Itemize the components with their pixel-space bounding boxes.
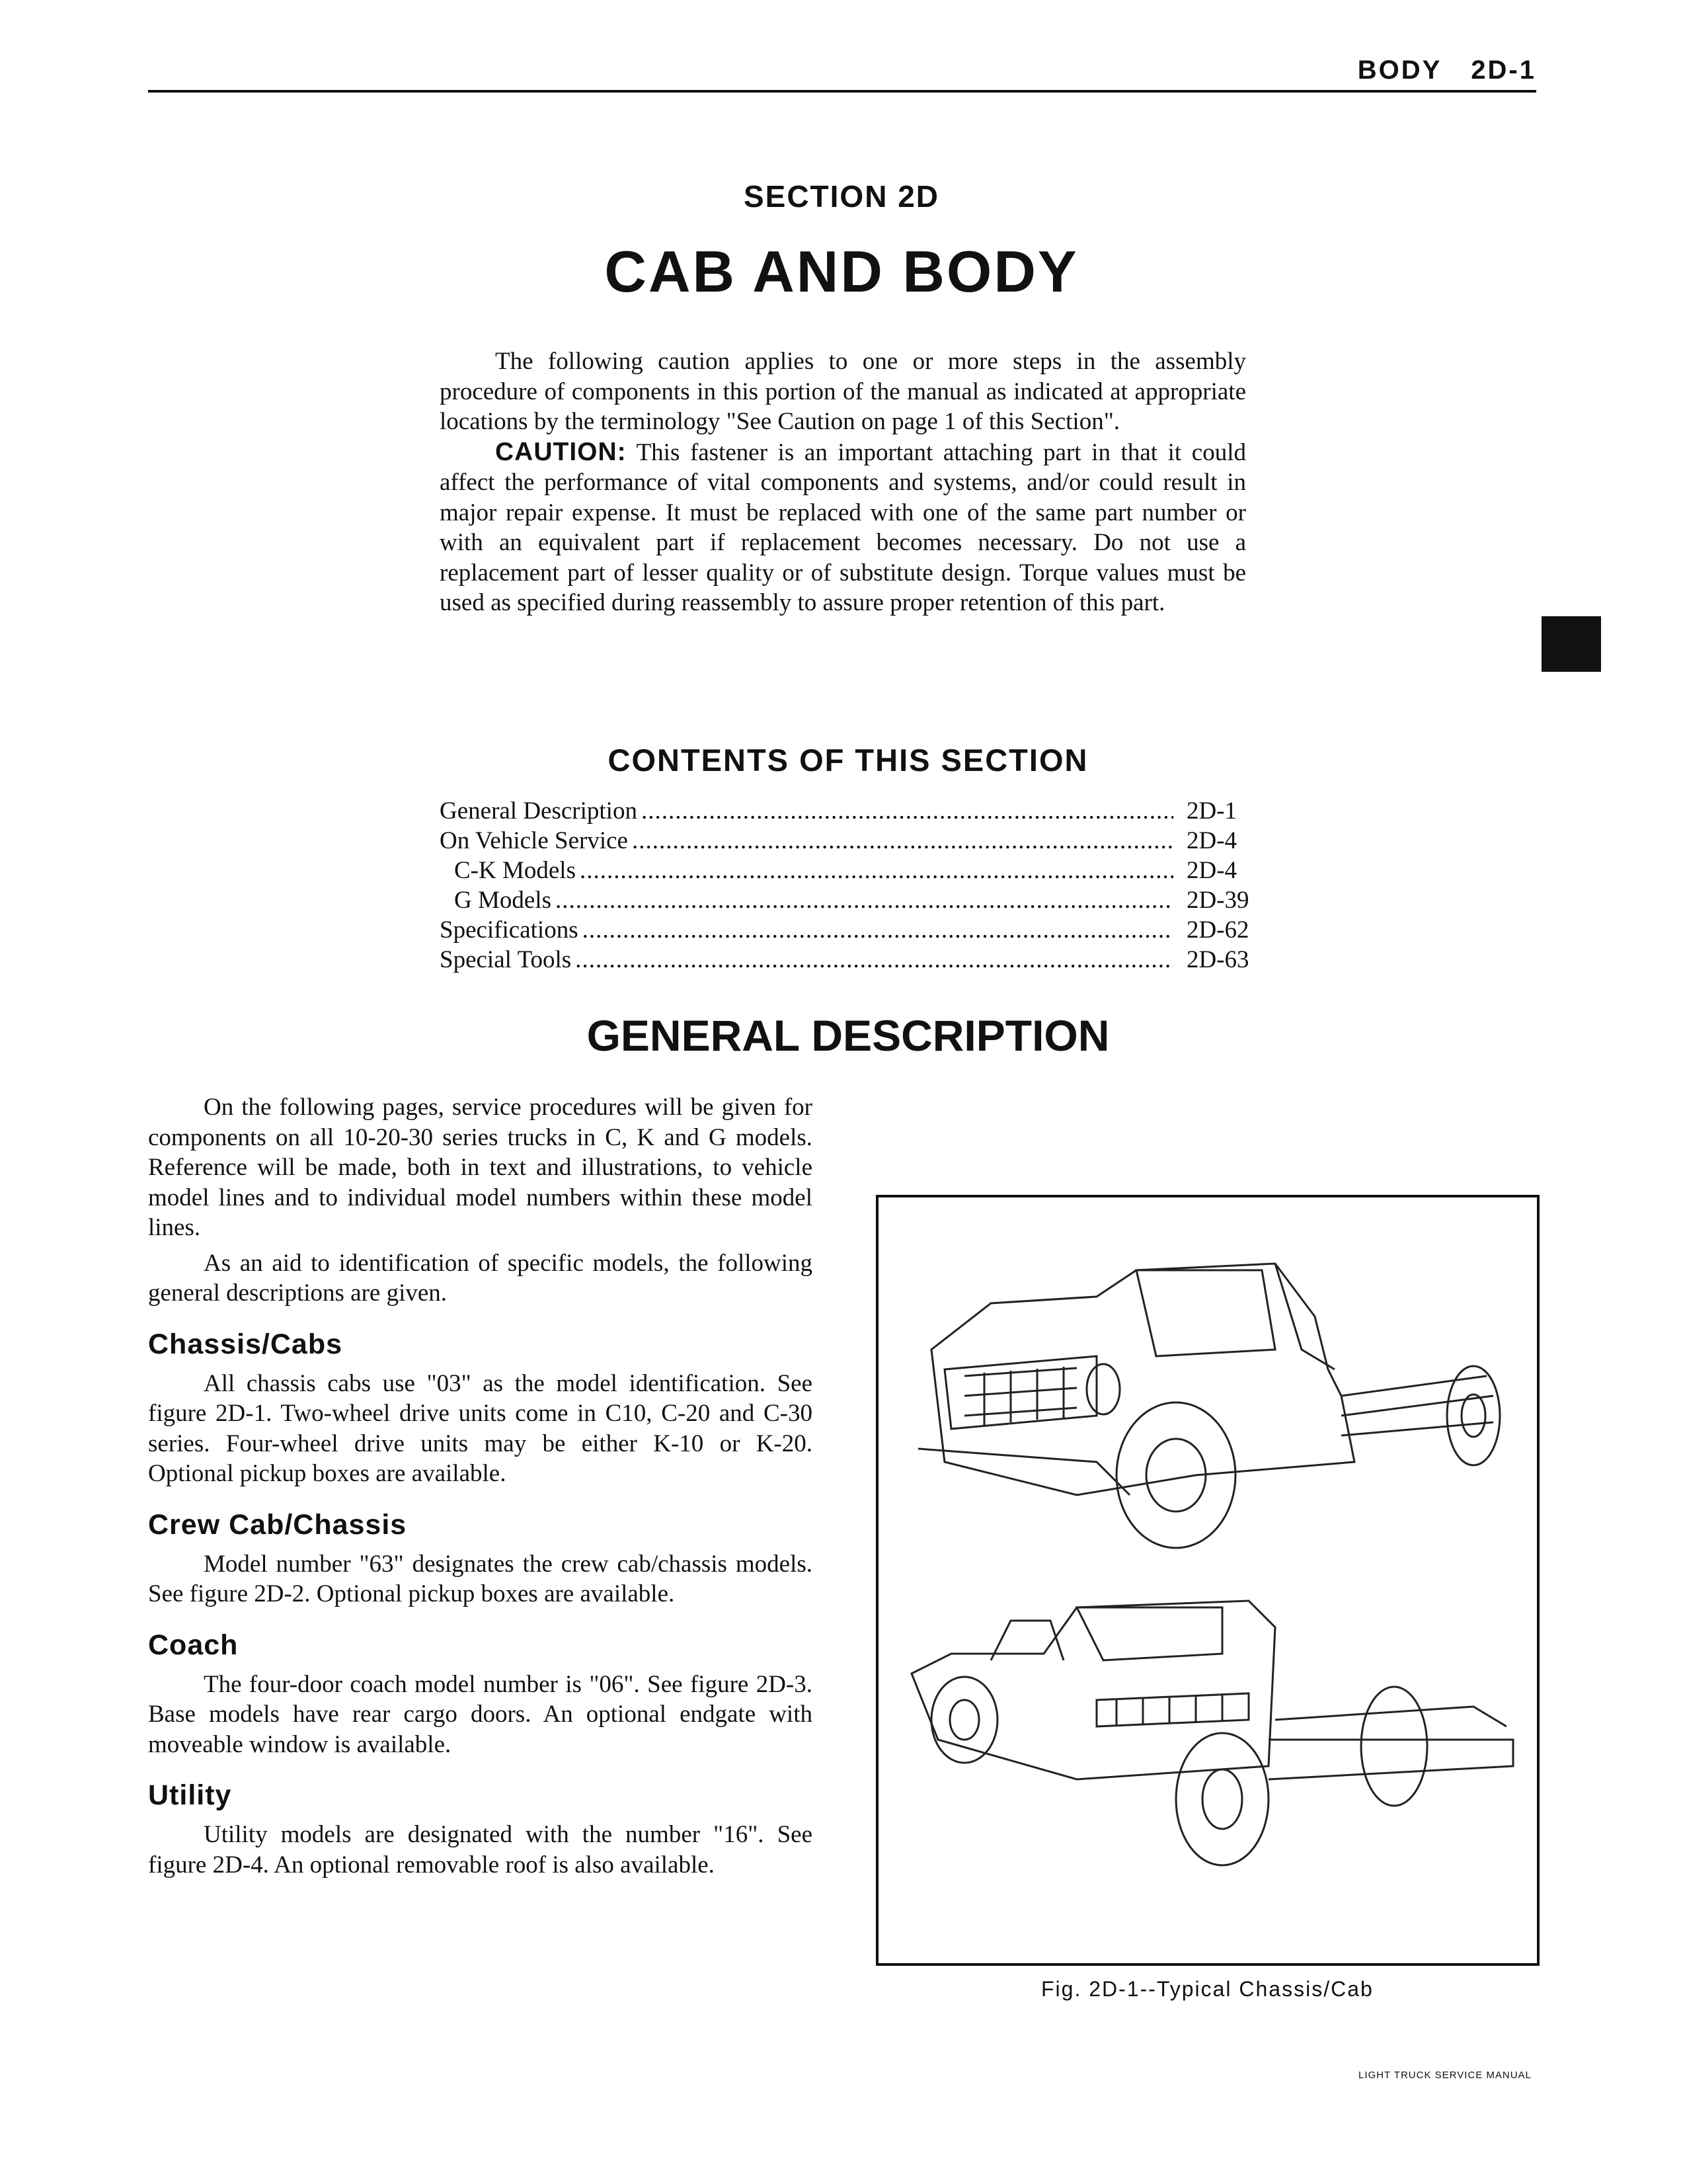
- subheading: Utility: [148, 1779, 232, 1811]
- toc-page: 2D-39: [1187, 887, 1249, 914]
- toc-page: 2D-1: [1187, 797, 1237, 825]
- header-rule: [148, 90, 1536, 93]
- chassis-cab-illustration: [879, 1197, 1537, 1963]
- toc-label: Special Tools: [440, 946, 572, 973]
- toc-leader: [575, 945, 1173, 975]
- toc-label: C-K Models: [454, 857, 576, 884]
- body-paragraph: Utility models are designated with the number "16". See figure 2D-4. An optional removable roof is also available.: [148, 1821, 812, 1879]
- body-paragraph: All chassis cabs use "03" as the model identification. See figure 2D-1. Two-wheel drive units come in C10, C-20 and C-30 series. Four-wheel drive units may be either K-10 or K-20. Optional pickup boxes are available.: [148, 1369, 812, 1487]
- toc-leader: [555, 885, 1173, 915]
- header-page-number: 2D-1: [1471, 56, 1536, 85]
- caution-label: CAUTION:: [495, 437, 627, 466]
- toc-item[interactable]: [440, 885, 1253, 915]
- body-paragraph: As an aid to identification of specific models, the following general descriptions are given.: [148, 1249, 812, 1307]
- toc-leader: [582, 915, 1173, 945]
- subheading: Coach: [148, 1629, 239, 1661]
- section-label: SECTION 2D: [743, 179, 940, 214]
- section-thumb-tab: [1542, 616, 1601, 672]
- toc-page: 2D-4: [1187, 857, 1237, 884]
- toc-leader: [632, 826, 1173, 856]
- caution-paragraph: [440, 437, 1246, 618]
- contents-heading: CONTENTS OF THIS SECTION: [607, 743, 1089, 778]
- toc-item[interactable]: [440, 915, 1253, 945]
- general-description-body: [148, 1092, 812, 1880]
- footer-manual-title: LIGHT TRUCK SERVICE MANUAL: [1358, 2070, 1532, 2081]
- figure-caption: Fig. 2D-1--Typical Chassis/Cab: [1041, 1977, 1374, 2001]
- toc-label: General Description: [440, 797, 637, 825]
- table-of-contents: [440, 796, 1253, 975]
- caution-text: This fastener is an important attaching part in that it could affect the performance of vital components and systems, and/or could result in major repair expense. It must be replaced with one of the same part number or with an equivalent part if replacement becomes necessary. Do not use a replacement part of lesser quality or of substitute design. Torque values must be used as specified during reassembly to assure proper retention of this part.: [440, 438, 1246, 616]
- caution-intro: [440, 346, 1246, 618]
- running-header: [1329, 56, 1536, 85]
- toc-page: 2D-4: [1187, 827, 1237, 854]
- toc-item[interactable]: [440, 796, 1253, 826]
- general-description-heading: GENERAL DESCRIPTION: [586, 1011, 1110, 1060]
- toc-item[interactable]: [440, 856, 1253, 885]
- toc-item[interactable]: [440, 826, 1253, 856]
- toc-leader: [641, 796, 1173, 826]
- toc-page: 2D-63: [1187, 946, 1249, 973]
- truck-rear-view: [912, 1601, 1513, 1865]
- intro-paragraph: The following caution applies to one or more steps in the assembly procedure of components in this portion of the manual as indicated at appropriate locations by the terminology "See Caution on page 1 of this Section".: [440, 348, 1246, 435]
- body-paragraph: On the following pages, service procedures will be given for components on all 10-20-30 series trucks in C, K and G models. Reference will be made, both in text and illustrations, to vehicle model lines and to individual model numbers within these model lines.: [148, 1094, 812, 1241]
- toc-label: On Vehicle Service: [440, 827, 628, 854]
- body-paragraph: Model number "63" designates the crew cab/chassis models. See figure 2D-2. Optional pickup boxes are available.: [148, 1550, 812, 1607]
- toc-page: 2D-62: [1187, 916, 1249, 944]
- toc-label: G Models: [454, 887, 551, 914]
- subheading: Crew Cab/Chassis: [148, 1508, 407, 1541]
- toc-label: Specifications: [440, 916, 578, 944]
- truck-front-view: [918, 1264, 1500, 1548]
- body-paragraph: The four-door coach model number is "06". See figure 2D-3. Base models have rear cargo doors. An optional endgate with moveable window is available.: [148, 1670, 812, 1758]
- figure-frame: [876, 1195, 1540, 1966]
- header-section: BODY: [1357, 56, 1442, 85]
- toc-leader: [580, 856, 1173, 885]
- toc-item[interactable]: [440, 945, 1253, 975]
- page-title: CAB AND BODY: [604, 239, 1079, 304]
- subheading: Chassis/Cabs: [148, 1328, 343, 1360]
